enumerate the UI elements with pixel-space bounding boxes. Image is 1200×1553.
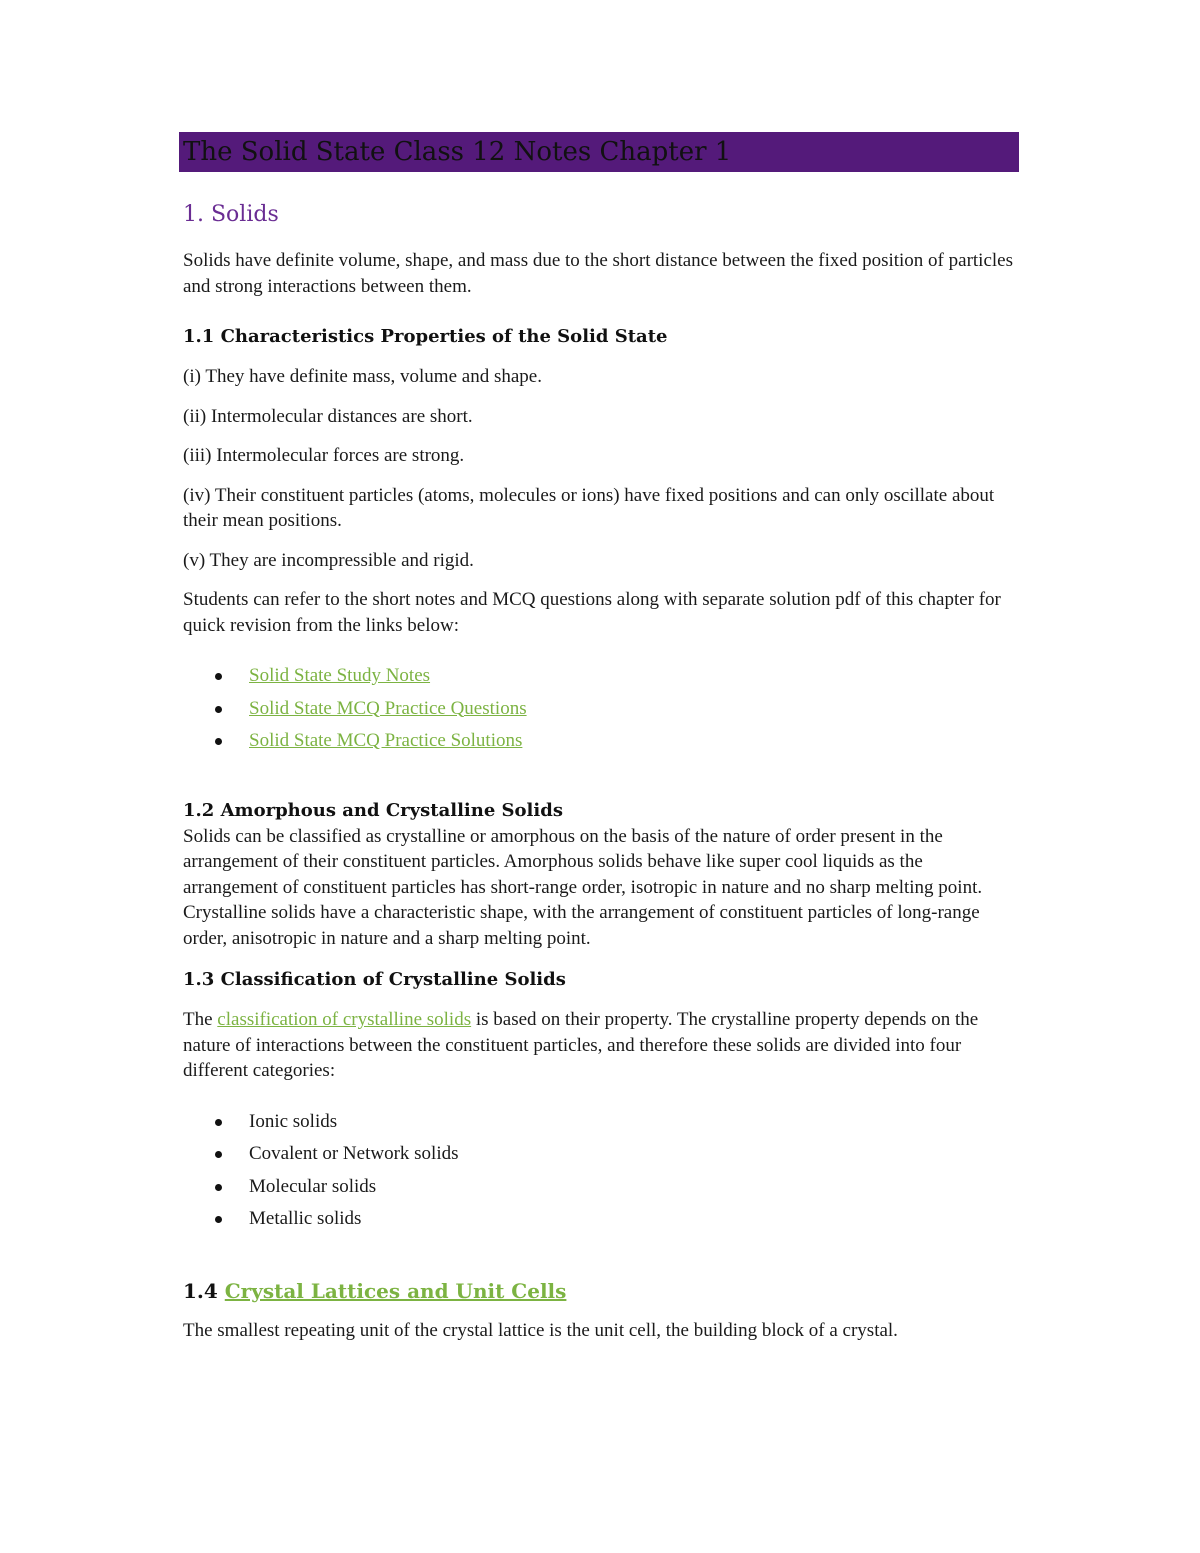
bullet-icon [215, 706, 222, 713]
property-item: (iii) Intermolecular forces are strong. [183, 445, 465, 466]
list-item [183, 1203, 1019, 1236]
bullet-icon [215, 1216, 222, 1223]
list-item [183, 1106, 1019, 1139]
amorphous-crystalline-paragraph: Solids can be classified as crystalline or amorphous on the basis of the nature of order present in the arrangement of their constituent particles. Amorphous solids behave like super cool liquids as the arrangement of constituent particles has short-range order, isotropic in nature and no sharp melting point. Crystalline solids have a characteristic shape, with the arrangement of constituent particles of long-range order, anisotropic in nature and a sharp melting point. [183, 825, 983, 949]
section-heading-classification: 1.3 Classification of Crystalline Solids [183, 969, 566, 990]
category-label: Molecular solids [249, 1175, 377, 1197]
bullet-icon [215, 1119, 222, 1126]
solids-paragraph: Solids have definite volume, shape, and mass due to the short distance between the fixed position of particles and strong interactions between them. [183, 250, 1013, 297]
list-item [183, 1138, 1019, 1171]
study-notes-link[interactable]: Solid State Study Notes [249, 665, 431, 686]
links-intro-paragraph: Students can refer to the short notes and MCQ questions along with separate solution pdf of this chapter for quick revision from the links below: [183, 589, 1001, 636]
section-heading-amorphous-crystalline: 1.2 Amorphous and Crystalline Solids [183, 799, 563, 821]
property-item: (v) They are incompressible and rigid. [183, 549, 474, 571]
list-item [183, 660, 1019, 693]
document-content [183, 132, 1019, 1343]
section-heading-characteristics: 1.1 Characteristics Properties of the Solid State [183, 326, 668, 347]
list-item [183, 693, 1019, 726]
property-item: (ii) Intermolecular distances are short. [183, 405, 473, 427]
section-heading-solids: 1. Solids [183, 202, 279, 227]
classification-text-after: is based on their property. The crystalline property depends on the nature of interactions between the constituent particles, and therefore these solids are divided into four different categories: [183, 1009, 979, 1081]
mcq-questions-link[interactable]: Solid State MCQ Practice Questions [249, 697, 527, 719]
bullet-icon [215, 738, 222, 745]
category-label: Metallic solids [249, 1208, 362, 1229]
category-label: Covalent or Network solids [249, 1143, 459, 1164]
list-item [183, 725, 1019, 758]
property-item: (i) They have definite mass, volume and shape. [183, 366, 542, 387]
title-banner [179, 132, 1019, 172]
category-label: Ionic solids [249, 1110, 338, 1132]
mcq-solutions-link[interactable]: Solid State MCQ Practice Solutions [249, 730, 523, 751]
property-item: (iv) Their constituent particles (atoms, molecules or ions) have fixed positions and can only oscillate about their mean positions. [183, 484, 995, 531]
classification-text-before: The [183, 1009, 218, 1030]
resource-links-list [183, 660, 1019, 758]
crystal-lattices-link[interactable]: Crystal Lattices and Unit Cells [224, 1278, 567, 1303]
classification-paragraph [183, 1007, 1019, 1084]
unit-cell-paragraph: The smallest repeating unit of the crystal lattice is the unit cell, the building block of a crystal. [183, 1319, 898, 1341]
classification-link[interactable]: classification of crystalline solids [217, 1009, 472, 1030]
bullet-icon [215, 1184, 222, 1191]
list-item [183, 1171, 1019, 1204]
section-heading-crystal-lattices [183, 1278, 1019, 1304]
categories-list [183, 1106, 1019, 1236]
bullet-icon [215, 1151, 222, 1158]
section-number: 1.4 [183, 1278, 225, 1303]
bullet-icon [215, 673, 222, 680]
document-title: The Solid State Class 12 Notes Chapter 1 [183, 137, 732, 167]
